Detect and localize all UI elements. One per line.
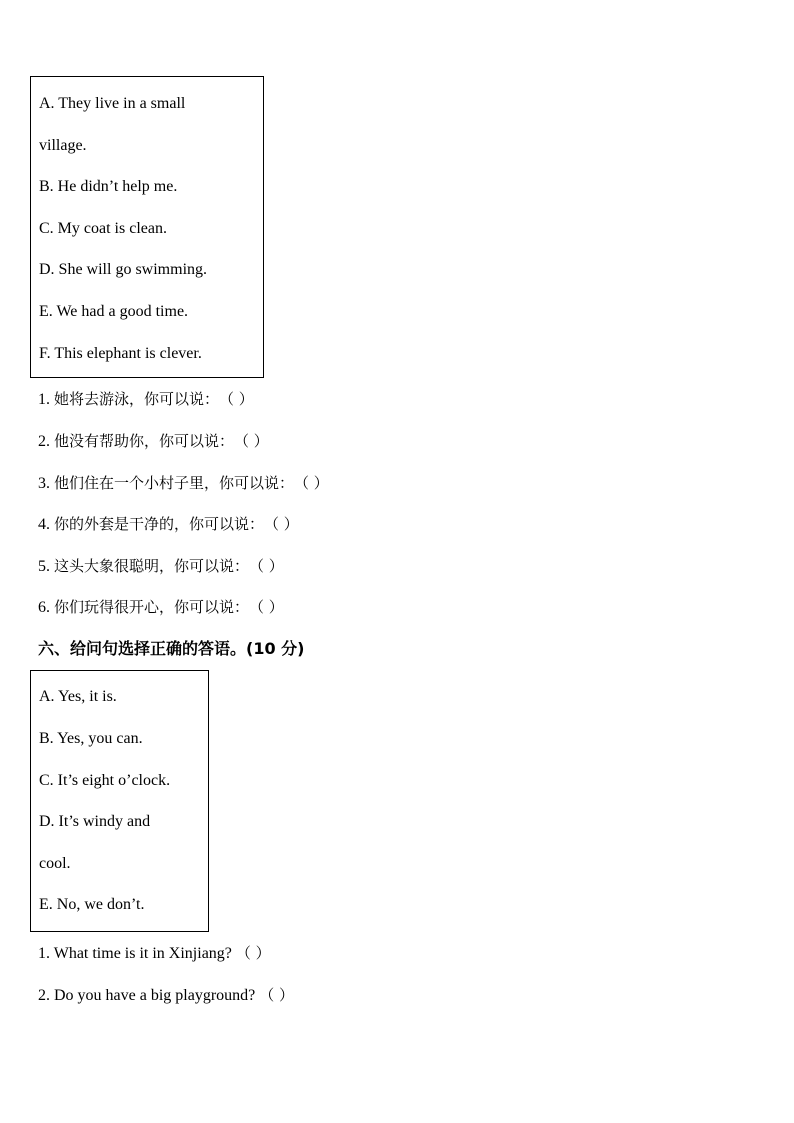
- option-d-cont: cool.: [39, 855, 71, 872]
- answer-blank[interactable]: （ ）: [264, 515, 299, 533]
- option-c: C. My coat is clean.: [39, 220, 167, 237]
- option-e: E. No, we don’t.: [39, 896, 145, 913]
- option-e: E. We had a good time.: [39, 303, 189, 320]
- answer-blank[interactable]: （ ）: [235, 944, 271, 962]
- question-5-5: 5. 这头大象很聪明，你可以说：（ ）: [38, 557, 284, 575]
- answer-blank[interactable]: （ ）: [294, 474, 329, 492]
- option-a: A. They live in a small: [39, 95, 186, 112]
- question-5-1: 1. 她将去游泳，你可以说：（ ）: [38, 390, 254, 408]
- answer-blank[interactable]: （ ）: [259, 986, 295, 1004]
- option-a-cont: village.: [39, 137, 87, 154]
- question-5-4: 4. 你的外套是干净的，你可以说：（ ）: [38, 515, 299, 533]
- answer-blank[interactable]: （ ）: [249, 557, 284, 575]
- option-b: B. Yes, you can.: [39, 730, 143, 747]
- question-6-1: 1. What time is it in Xinjiang? （ ）: [38, 944, 271, 962]
- section-6-heading: 六、给问句选择正确的答语。(10 分): [38, 639, 305, 658]
- options-box-2: [30, 670, 209, 932]
- option-c: C. It’s eight o’clock.: [39, 772, 171, 789]
- answer-blank[interactable]: （ ）: [249, 598, 284, 616]
- option-d: D. It’s windy and: [39, 813, 151, 830]
- options-box-1: [30, 76, 264, 378]
- question-6-2: 2. Do you have a big playground? （ ）: [38, 986, 295, 1004]
- answer-blank[interactable]: （ ）: [234, 432, 269, 450]
- option-f: F. This elephant is clever.: [39, 345, 202, 362]
- question-5-2: 2. 他没有帮助你，你可以说：（ ）: [38, 432, 269, 450]
- question-5-6: 6. 你们玩得很开心，你可以说：（ ）: [38, 598, 284, 616]
- question-5-3: 3. 他们住在一个小村子里，你可以说：（ ）: [38, 474, 329, 492]
- option-b: B. He didn’t help me.: [39, 178, 178, 195]
- option-a: A. Yes, it is.: [39, 688, 117, 705]
- option-d: D. She will go swimming.: [39, 261, 208, 278]
- answer-blank[interactable]: （ ）: [219, 390, 254, 408]
